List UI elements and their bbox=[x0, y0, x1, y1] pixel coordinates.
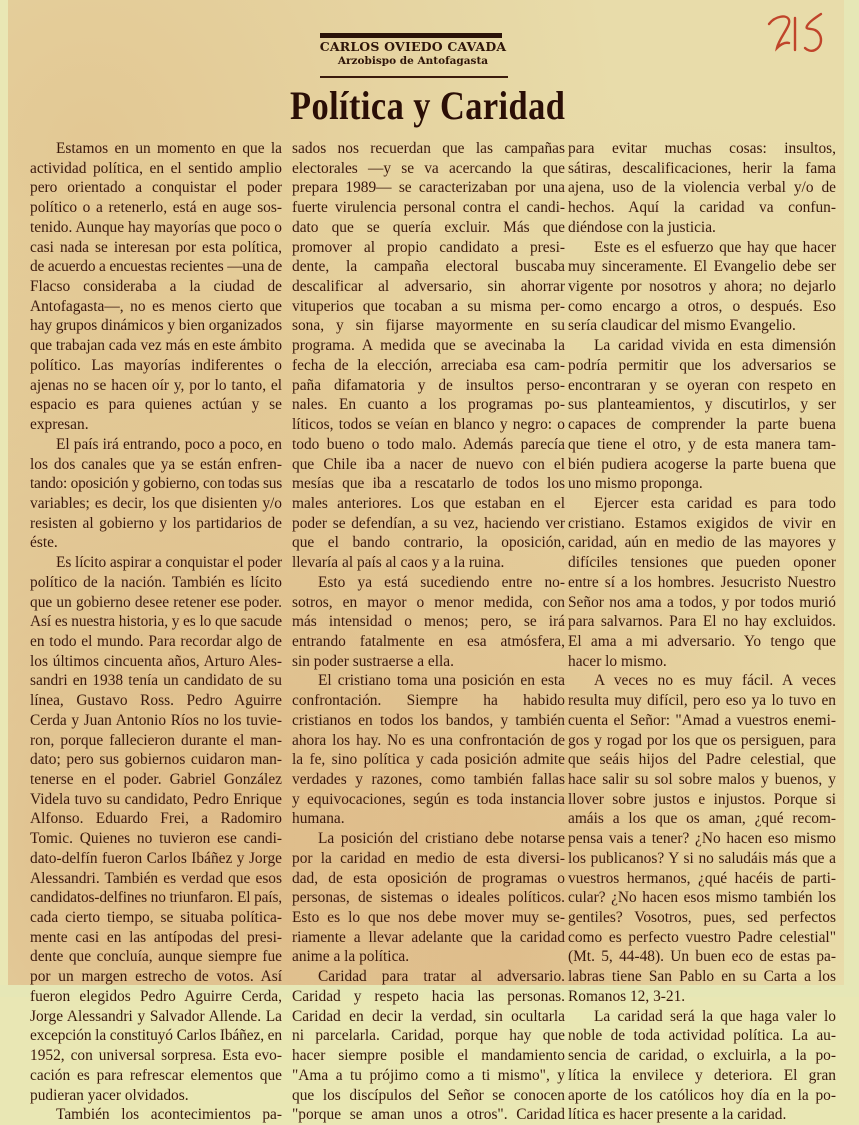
text-line: llevaría al país al caos y a la ruina. bbox=[292, 554, 505, 572]
text-line: dato que se quería excluir. Más que bbox=[292, 218, 565, 236]
text-line: muy sinceramente. El Evangelio debe ser bbox=[568, 258, 836, 276]
text-line: confrontación. Siempre ha habido bbox=[292, 692, 565, 710]
text-line: tenido. Aunque hay mayorías que poco o bbox=[30, 218, 282, 236]
text-line: de acuerdo a encuestas recientes —una de bbox=[30, 258, 282, 276]
text-line: que trabajan cada vez más en este ámbito bbox=[30, 337, 282, 355]
text-line: sados nos recuerdan que las campañas bbox=[292, 140, 565, 157]
text-line: difíciles tensiones que pueden oponer bbox=[568, 554, 836, 572]
text-line: El país irá entrando, poco a poco, en bbox=[56, 435, 282, 453]
text-line: resulta muy difícil, pero eso ya lo tuvo en bbox=[568, 692, 836, 710]
text-line: Esto es lo que nos debe mover muy se- bbox=[292, 909, 565, 927]
text-line: promover al propio candidato a presi- bbox=[292, 238, 565, 256]
text-line: como es perfecto vuestro Padre celestial" bbox=[568, 928, 836, 946]
text-line: lítica es hacer presente a la caridad. bbox=[568, 1106, 787, 1124]
text-line: verdades y razones, como también fallas bbox=[292, 771, 565, 788]
text-line: cristianos en todos los bandos, y también bbox=[292, 711, 565, 729]
text-line: los publicanos? Y si no saludáis más que a bbox=[568, 849, 836, 867]
text-line: espacio es para quienes actúan y se bbox=[30, 396, 282, 414]
text-line: El cristiano toma una posición en esta bbox=[318, 672, 565, 690]
text-line: riamente a llevar adelante que la caridad bbox=[292, 928, 565, 946]
text-line: mesías que iba a rescatarlo de todos los bbox=[292, 475, 565, 493]
text-line: Caridad en decir la verdad, sin ocultarla bbox=[292, 1007, 565, 1025]
text-line: Esto ya está sucediendo entre no- bbox=[318, 573, 565, 591]
text-line: programa. A medida que se avecinaba la bbox=[292, 337, 565, 355]
text-line: Estamos en un momento en que la bbox=[56, 140, 282, 157]
text-line: resisten al gobierno y los partidarios de bbox=[30, 514, 282, 532]
handwritten-page-number bbox=[765, 8, 845, 58]
text-line: que un gobierno desee retener ese poder. bbox=[30, 593, 282, 611]
text-line: los últimos cincuenta años, Arturo Ales- bbox=[30, 652, 282, 670]
text-line: cada cierto tiempo, se situaba política- bbox=[30, 909, 282, 927]
article-title: Política y Caridad bbox=[290, 83, 566, 128]
text-line: hacer siempre posible el mandamiento bbox=[292, 1047, 565, 1065]
text-line: ajenas no se hacen oír y, por lo tanto, el bbox=[30, 376, 282, 394]
text-line: candidatos-delfines no triunfaron. El país, bbox=[30, 889, 282, 907]
text-line: A veces no es muy fácil. A veces bbox=[594, 672, 836, 690]
text-line: todo bueno o todo malo. Además parecía bbox=[292, 435, 565, 453]
text-line: dato-delfín fueron Carlos Ibáñez y Jorge bbox=[30, 849, 282, 867]
text-line: llover sobre justos e injustos. Porque si bbox=[568, 790, 836, 808]
article-column-1 bbox=[30, 139, 282, 1125]
text-line: Es lícito aspirar a conquistar el poder bbox=[56, 554, 282, 572]
text-line: hechos. Aquí la caridad va confun- bbox=[568, 199, 836, 217]
text-line: ahora los hay. No es una confrontación de bbox=[292, 731, 565, 749]
text-line: líticos, todos se veían en blanco y negro: o bbox=[292, 416, 565, 434]
text-line: vituperios que tocaban a su misma per- bbox=[292, 297, 565, 315]
text-line: podría permitir que los adversarios se bbox=[568, 356, 836, 374]
text-line: prepara 1989— se caracterizaban por una bbox=[292, 179, 565, 197]
text-line: cuenta el Señor: "Amad a vuestros enemi- bbox=[568, 711, 836, 729]
text-line: Cerda y Juan Antonio Ríos no los tuvie- bbox=[30, 711, 282, 729]
text-line: político. Las mayorías indiferentes o bbox=[30, 356, 282, 374]
text-line: lítica la envilece y deteriora. El gran bbox=[568, 1066, 836, 1084]
text-line: para salvarnos. Para El no hay excluidos. bbox=[568, 613, 836, 631]
text-line: sotros, en mayor o menor medida, con bbox=[292, 593, 565, 611]
text-line: gos y rogad por los que os persiguen, para bbox=[568, 731, 836, 749]
text-line: sona, y sin fijarse mayormente en su bbox=[292, 317, 565, 335]
text-line: Jorge Alessandri y Salvador Allende. La bbox=[30, 1007, 282, 1025]
text-line: 1952, con universal sorpresa. Esta evo- bbox=[30, 1047, 282, 1065]
text-line: los dos canales que ya se están enfren- bbox=[30, 455, 282, 473]
text-line: éste. bbox=[30, 534, 58, 552]
text-line: hay grupos dinámicos y bien organizados bbox=[30, 317, 282, 335]
text-line: (Mt. 5, 44-48). Un buen eco de estas pa- bbox=[568, 948, 836, 966]
text-line: cación es para refrescar elementos que bbox=[30, 1066, 282, 1084]
text-line: para evitar muchas cosas: insultos, bbox=[568, 140, 836, 157]
text-line: La caridad será la que haga valer lo bbox=[594, 1007, 836, 1025]
text-line: capaces de comprender la parte buena bbox=[568, 416, 836, 434]
text-line: entrando fatalmente en esa atmósfera, bbox=[292, 632, 565, 650]
text-line: paña difamatoria y de insultos perso- bbox=[292, 376, 565, 394]
text-line: vuestros hermanos, ¿qué hacéis de parti- bbox=[568, 869, 836, 887]
text-line: Alfonso. Eduardo Frei, a Radomiro bbox=[30, 810, 282, 828]
text-line: cular? ¿No hacen esos mismo también los bbox=[568, 889, 836, 907]
text-line: amáis a los que os aman, ¿qué recom- bbox=[568, 810, 836, 828]
text-line: fuerte virulencia personal contra el candi- bbox=[292, 199, 565, 217]
text-line: casi nada se interesan por esta política, bbox=[30, 238, 282, 256]
text-line: anime a la política. bbox=[292, 948, 410, 966]
text-line: expresan. bbox=[30, 416, 89, 434]
text-line: nales. En cuanto a los programas po- bbox=[292, 396, 565, 414]
text-line: que los discípulos del Señor se conocen bbox=[292, 1086, 565, 1104]
text-line: que el bando contrario, la oposición, bbox=[292, 534, 565, 552]
text-line: Romanos 12, 3-21. bbox=[568, 987, 686, 1005]
text-line: dad, de esta oposición de programas o bbox=[292, 869, 565, 887]
text-line: Antofagasta—, no es menos cierto que bbox=[30, 297, 282, 315]
text-line: Tomic. Quienes no tuvieron ese candi- bbox=[30, 830, 282, 848]
text-line: sin poder sustraerse a ella. bbox=[292, 652, 454, 670]
byline-bottom-rule bbox=[320, 76, 508, 78]
text-line: humana. bbox=[292, 810, 345, 828]
text-line: sería claudicar del mismo Evangelio. bbox=[568, 317, 796, 335]
text-line: más intensidad o menos; pero, se irá bbox=[292, 613, 565, 631]
text-line: la fe, sino política y cada posición admite bbox=[292, 751, 565, 769]
text-line: Flacso consideraba a la ciudad de bbox=[30, 278, 282, 296]
text-line: cristiano. Estamos exigidos de vivir en bbox=[568, 514, 836, 532]
text-line: Este es el esfuerzo que hay que hacer bbox=[594, 238, 836, 256]
text-line: gentiles? Vosotros, pues, sed perfectos bbox=[568, 909, 836, 927]
text-line: que tiene el otro, y de esta manera tam- bbox=[568, 435, 836, 453]
text-line: Alessandri. También es verdad que esos bbox=[30, 869, 282, 887]
text-line: Señor nos ama a todos, y por todos murió bbox=[568, 593, 836, 611]
text-line: poder se defendían, a su vez, haciendo ver bbox=[292, 514, 565, 532]
text-line: hacer lo mismo. bbox=[568, 652, 667, 670]
text-line: dato; pero sus gobiernos cuidaron man- bbox=[30, 751, 282, 769]
text-line: Caridad para tratar al adversario. bbox=[318, 968, 565, 986]
text-line: Caridad y respeto hacia las personas. bbox=[292, 987, 565, 1005]
author-name: CARLOS OVIEDO CAVADA bbox=[319, 39, 507, 54]
scan-margin-right bbox=[844, 0, 859, 997]
text-line: sencia de caridad, o excluirla, a la po- bbox=[568, 1047, 836, 1065]
text-line: sus planteamientos, y discutirlos, y ser bbox=[568, 396, 836, 414]
text-line: y equivocaciones, según es toda instancia bbox=[292, 790, 565, 808]
text-line: variables; es decir, los que disienten y/o bbox=[30, 494, 282, 512]
byline-top-rule bbox=[320, 33, 502, 38]
text-line: noble de toda actividad política. La au- bbox=[568, 1027, 836, 1045]
author-role: Arzobispo de Antofagasta bbox=[337, 55, 489, 67]
text-line: fueron elegidos Pedro Aguirre Cerda, bbox=[30, 987, 282, 1005]
text-line: "Ama a tu prójimo como a ti mismo", y bbox=[292, 1066, 565, 1084]
text-line: uno mismo proponga. bbox=[568, 475, 703, 493]
text-line: ajena, uso de la violencia verbal y/o de bbox=[568, 179, 836, 197]
text-line: tando: oposición y gobierno, con todas sus bbox=[30, 475, 282, 493]
text-line: "porque se aman unos a otros". Caridad bbox=[292, 1106, 565, 1124]
text-line: dente, la campaña electoral buscaba bbox=[292, 258, 565, 276]
text-line: encontraran y se oyeran con respeto en bbox=[568, 376, 836, 394]
text-line: dente que concluía, aunque siempre fue bbox=[30, 948, 282, 966]
text-line: pero orientado a conquistar el poder bbox=[30, 179, 282, 197]
text-line: pudieran yacer olvidados. bbox=[30, 1086, 189, 1104]
text-line: mente casi en las antípodas del presi- bbox=[30, 928, 282, 946]
text-line: político de la nación. También es lícito bbox=[30, 573, 282, 591]
text-line: tenerse en el poder. Gabriel González bbox=[30, 771, 282, 788]
text-line: sátiras, descalificaciones, herir la fama bbox=[568, 159, 836, 177]
text-line: personas, de sistemas o ideales políticos. bbox=[292, 889, 565, 907]
article-column-2 bbox=[292, 139, 565, 1125]
text-line: electorales —y se va acercando la que bbox=[292, 159, 565, 177]
text-line: diéndose con la justicia. bbox=[568, 218, 716, 236]
text-line: Videla tuvo su candidato, Pedro Enrique bbox=[30, 790, 282, 808]
text-line: que Chile iba a nacer de nuevo con el bbox=[292, 455, 565, 473]
text-line: fecha de la elección, arreciaba esa cam- bbox=[292, 356, 565, 374]
text-line: pensa vais a tener? ¿No hacen eso mismo bbox=[568, 830, 836, 848]
text-line: La caridad vivida en esta dimensión bbox=[594, 337, 836, 355]
text-line: aporte de los católicos hoy día en la po- bbox=[568, 1086, 836, 1104]
text-line: ni parcelarla. Caridad, porque hay que bbox=[292, 1027, 565, 1045]
text-line: Así es nuestra historia, y es lo que sacude bbox=[30, 613, 282, 631]
text-line: línea, Gustavo Ross. Pedro Aguirre bbox=[30, 692, 282, 710]
text-line: ron, porque fallecieron durante el man- bbox=[30, 731, 282, 749]
text-line: vigente por nosotros y ahora; no dejarlo bbox=[568, 278, 836, 296]
text-line: bién pudiera acogerse la parte buena que bbox=[568, 455, 836, 473]
text-line: males anteriores. Los que estaban en el bbox=[292, 494, 565, 512]
text-line: político o a retenerlo, está en auge sos- bbox=[30, 199, 282, 217]
handwritten-215-mark bbox=[765, 8, 845, 58]
text-line: que seáis hijos del Padre celestial, que bbox=[568, 751, 836, 769]
text-line: por un margen estrecho de votos. Así bbox=[30, 968, 282, 986]
text-line: El ama a mi adversario. Yo tengo que bbox=[568, 632, 836, 650]
text-line: Ejercer esta caridad es para todo bbox=[594, 494, 836, 512]
text-line: labras tiene San Pablo en su Carta a los bbox=[568, 968, 836, 986]
article-column-3 bbox=[568, 139, 836, 1125]
text-line: por la caridad en medio de esta diversi- bbox=[292, 849, 565, 867]
text-line: hace salir su sol sobre malos y buenos, y bbox=[568, 771, 836, 788]
text-line: descalificar al adversario, sin ahorrar bbox=[292, 278, 565, 296]
text-line: También los acontecimientos pa- bbox=[56, 1106, 282, 1124]
text-line: entre sí a los hombres. Jesucristo Nuestro bbox=[568, 573, 836, 591]
text-line: actividad política, en el sentido amplio bbox=[30, 159, 282, 177]
text-line: caridad, aún en medio de las mayores y bbox=[568, 534, 836, 552]
text-line: sandri en 1938 tenía un candidato de su bbox=[30, 672, 282, 690]
text-line: en todo el mundo. Para recordar algo de bbox=[30, 632, 282, 650]
text-line: La posición del cristiano debe notarse bbox=[318, 830, 565, 848]
text-line: excepción la constituyó Carlos Ibáñez, en bbox=[30, 1027, 282, 1045]
text-line: como encargo a otros, o después. Eso bbox=[568, 297, 836, 315]
